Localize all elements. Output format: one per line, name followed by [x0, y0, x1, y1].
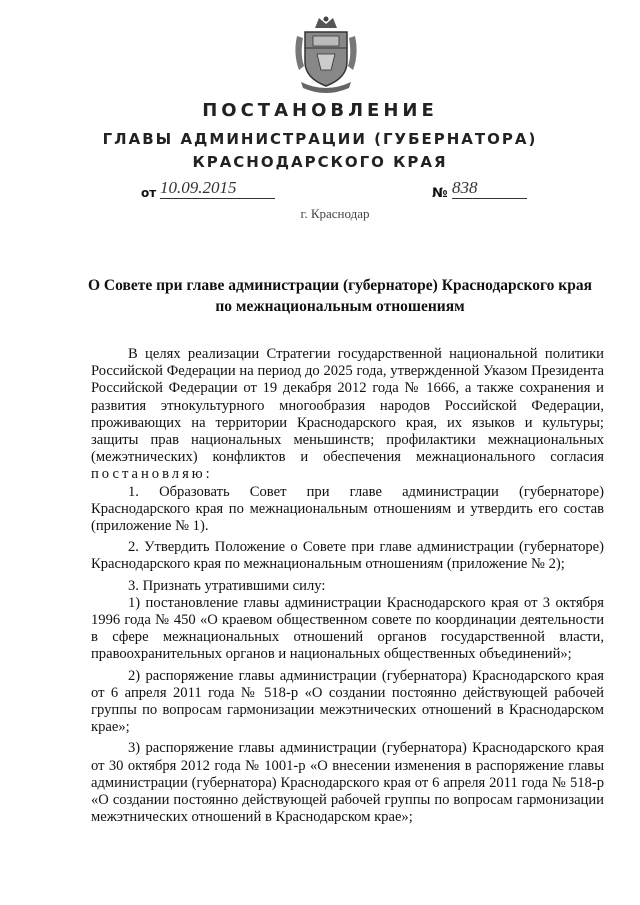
paragraph-3-2: 2) распоряжение главы администрации (губернатора) Краснодарского края от 6 апреля 2011 года № 518-р «О создании постоянно действующей рабочей группы по вопросам гармонизации межэтнических отношений в Краснодарском крае»;: [91, 667, 604, 736]
decree-word: постановляю:: [91, 466, 213, 483]
date-label: от: [141, 186, 157, 200]
document-title: ПОСТАНОВЛЕНИЕ: [202, 100, 438, 121]
coat-of-arms-emblem: [291, 14, 361, 94]
number-label: №: [432, 186, 448, 201]
paragraph-3-3: 3) распоряжение главы администрации (губернатора) Краснодарского края от 30 октября 2012 года № 1001-р «О внесении изменения в распоряжение главы администрации (губернатора) Краснодарского края от 6 апреля 2011 года № 518-р «О создании постоянно действующей рабочей группы по вопросам гармонизации межэтнических отношений в Краснодарском крае»;: [91, 740, 604, 826]
preamble-paragraph: [91, 346, 604, 484]
preamble-text: В целях реализации Стратегии государственной национальной политики Российской Федерации на период до 2025 года, утвержденной Указом Президента Российской Федерации от 19 декабря 2012 года № 1666, а также сохранения и развития этнокультурного многообразия народов Российской Федерации, проживающих на территории Краснодарского края, их языков и культуры; защиты прав национальных меньшинств; профилактики межнациональных (межэтнических) конфликтов и обеспечения межнационального согласия: [91, 346, 604, 466]
heading-line-1: О Совете при главе администрации (губернаторе) Краснодарского края: [88, 277, 592, 294]
paragraph-1: 1. Образовать Совет при главе администрации (губернаторе) Краснодарского края по межнациональным отношениям и утвердить его состав (приложение № 1).: [91, 483, 604, 535]
document-heading: [80, 275, 600, 317]
document-subtitle-authority: ГЛАВЫ АДМИНИСТРАЦИИ (ГУБЕРНАТОРА): [102, 130, 538, 148]
document-body: [91, 346, 604, 826]
paragraph-3: 3. Признать утратившими силу:: [128, 577, 326, 594]
paragraph-2: 2. Утвердить Положение о Совете при главе администрации (губернаторе) Краснодарского края по межнациональным отношениям (приложение № 2);: [91, 539, 604, 573]
date-value: 10.09.2015: [160, 178, 275, 199]
number-value: 838: [452, 178, 527, 199]
document-subtitle-region: КРАСНОДАРСКОГО КРАЯ: [192, 153, 448, 171]
paragraph-3-1: 1) постановление главы администрации Краснодарского края от 3 октября 1996 года № 450 «О краевом общественном совете по координации деятельности в сфере межнациональных отношений органов государственной власти, правоохранительных органов и национальных общественных объединений»;: [91, 594, 604, 663]
city-label: г. Краснодар: [300, 206, 370, 221]
heading-line-2: по межнациональным отношениям: [215, 298, 465, 315]
